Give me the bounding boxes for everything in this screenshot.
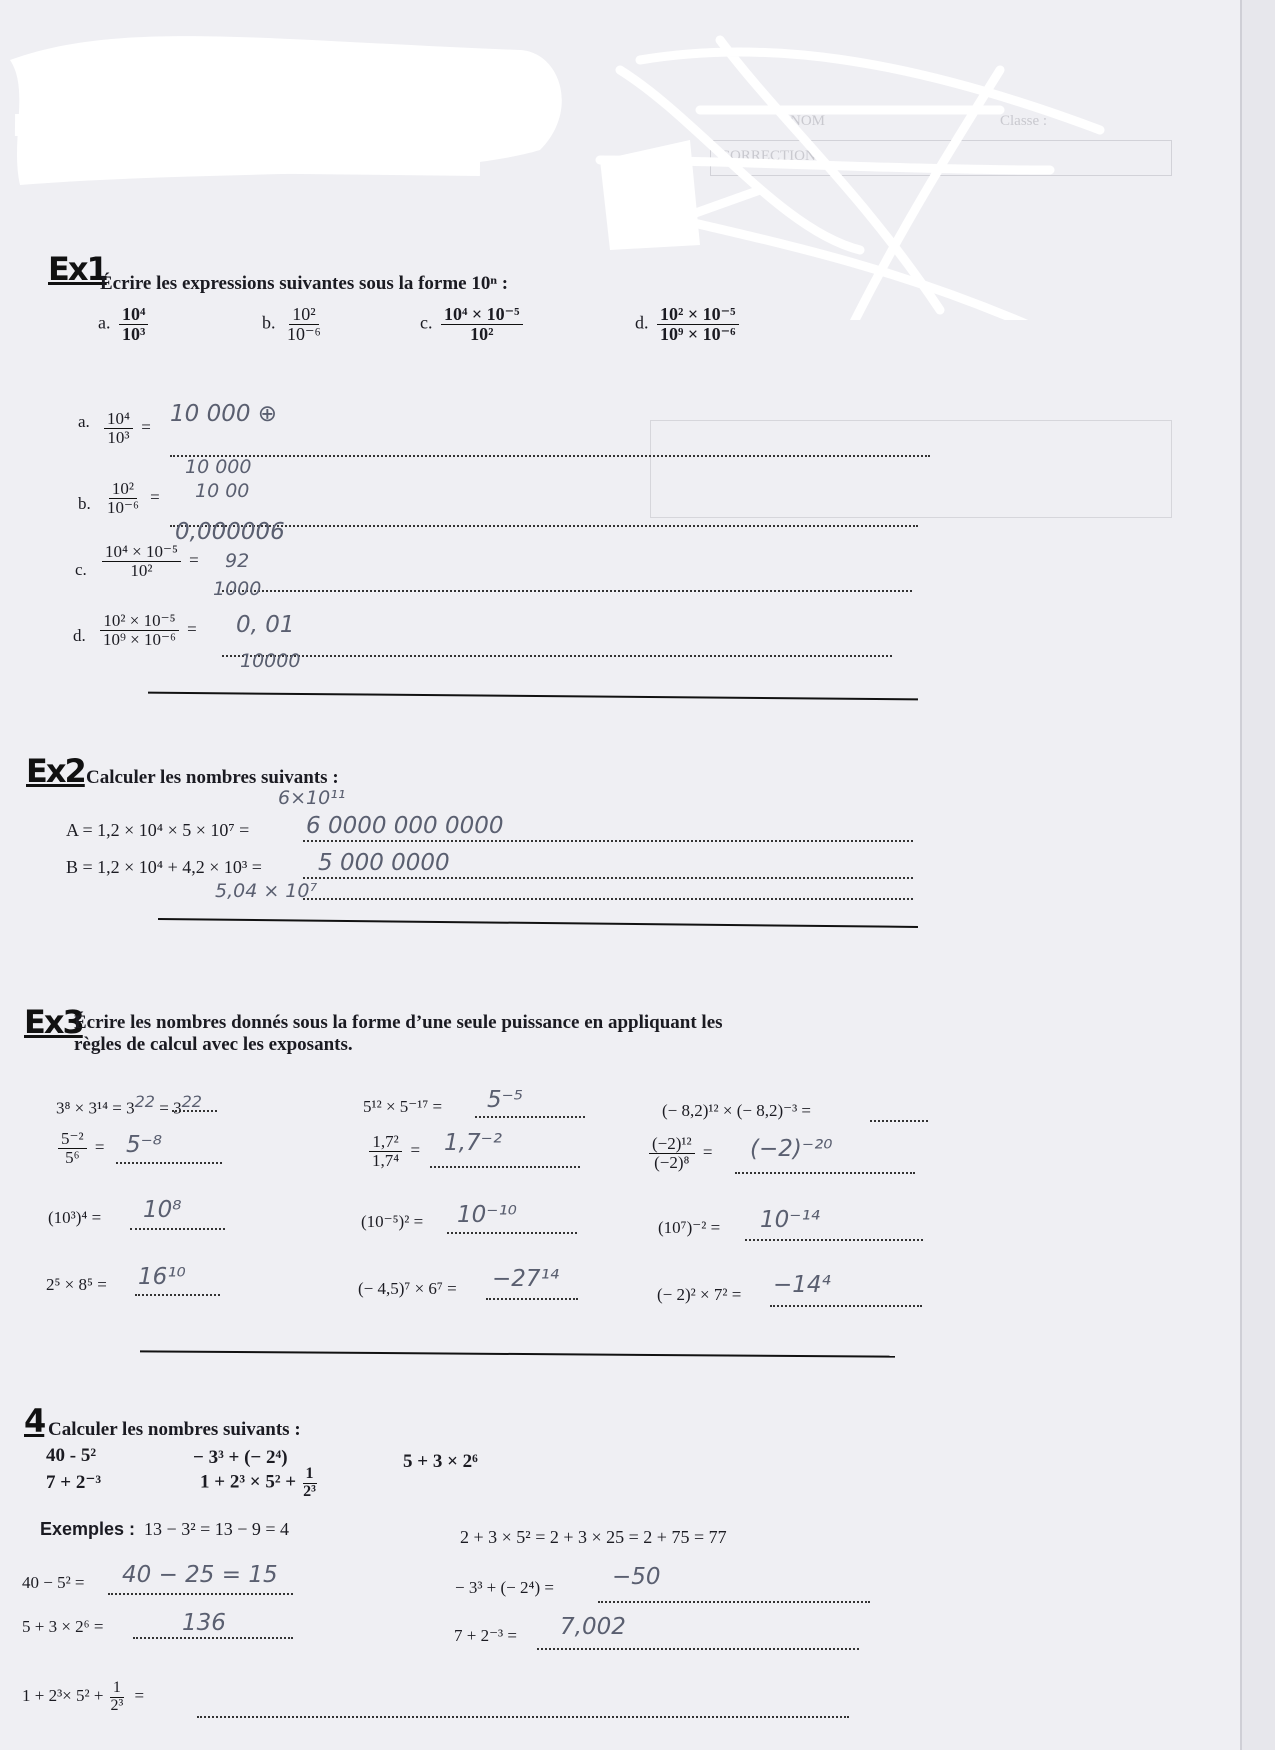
ex4-q1-line[interactable]	[108, 1593, 293, 1595]
ex3-r2c2-line[interactable]	[430, 1166, 580, 1168]
ex2-B-note: 5,04 × 10⁷	[215, 880, 318, 902]
redaction-scribble	[0, 0, 1240, 320]
ex1-item-c	[420, 305, 527, 344]
ex1-c-den: 10²	[130, 560, 153, 580]
ex4-q5-num: 1	[110, 1680, 124, 1698]
ex2-B-line[interactable]	[303, 877, 913, 879]
ex4-list-e-left: 1 + 2³ × 5² +	[200, 1471, 297, 1493]
ex3-r1c3-expr: (− 8,2)¹² × (− 8,2)⁻³ =	[662, 1101, 812, 1120]
ex2-A-note: 6×10¹¹	[278, 787, 346, 809]
ex1-answer-d-label: d.	[73, 626, 86, 645]
ghost-nom: NOM	[790, 113, 826, 129]
ex1-answer-d-frac: $\frac{\text{10² × 10⁻⁵}}{\text{10⁹ × 10⁻⁶}}$ =	[96, 612, 197, 649]
ex4-examples	[40, 1519, 289, 1540]
ex3-r2c1-answer: 5⁻⁸	[126, 1132, 162, 1158]
ex4-title: Calculer les nombres suivants :	[48, 1419, 301, 1440]
ex1-d-den: 10⁹ × 10⁻⁶	[103, 629, 176, 649]
ex1-item-d-num: 10² × 10⁻⁵	[657, 305, 739, 325]
ex3-r3c1-answer: 10⁸	[143, 1197, 182, 1223]
ex3-r1c2-answer: 5⁻⁵	[487, 1087, 523, 1113]
ghost-table	[650, 420, 1172, 518]
ex2-B-expr: B = 1,2 × 10⁴ + 4,2 × 10³ =	[66, 857, 262, 877]
ex3-r2c3-den: (−2)⁸	[654, 1152, 690, 1172]
ex1-answer-a-line[interactable]	[170, 455, 930, 457]
ex4-q5-den: 2³	[110, 1696, 124, 1714]
ex4-q3-answer: 136	[182, 1610, 226, 1636]
ghost-classe: Classe :	[1000, 113, 1048, 129]
ex4-q2-line[interactable]	[598, 1601, 870, 1603]
ex4-q3-line[interactable]	[133, 1637, 293, 1639]
ex1-answer-d-hw: 0, 01	[236, 612, 295, 638]
ex4-list-d: 7 + 2⁻³	[46, 1472, 102, 1493]
ex4-list-e-den: 2³	[303, 1482, 316, 1500]
ex4-example1: 13 − 3² = 13 − 9 = 4	[144, 1519, 290, 1539]
ex2-separator	[158, 918, 918, 928]
ex3-r2c3: $\frac{\text{(−2)¹²}}{\text{(−2)⁸}}$ =	[645, 1135, 712, 1172]
ex4-q5-left: 1 + 2³× 5² +	[22, 1686, 104, 1706]
ex1-item-c-den: 10²	[470, 323, 494, 344]
ex1-item-c-letter: c.	[420, 312, 433, 333]
ex4-list-e	[200, 1466, 323, 1501]
ex4-q2-expr: − 3³ + (− 2⁴) =	[455, 1578, 554, 1597]
ex4-q5-eq: =	[134, 1686, 145, 1706]
ex1-d-num: 10² × 10⁻⁵	[100, 612, 178, 631]
ex1-item-a-letter: a.	[98, 312, 111, 333]
ex1-item-d-letter: d.	[635, 312, 649, 333]
ex3-r3c3-expr: (10⁷)⁻² =	[658, 1218, 721, 1237]
ex3-r2c2-answer: 1,7⁻²	[444, 1130, 502, 1156]
ex1-item-d	[635, 305, 743, 344]
ex3-r1c1-line[interactable]	[172, 1110, 217, 1112]
ex1-item-a	[98, 305, 152, 344]
ex3-title-line1: Écrire les nombres donnés sous la forme d’une seule puissance en appliquant les	[74, 1012, 723, 1033]
ex1-answer-a-label: a.	[78, 412, 90, 431]
ex4-q4-expr: 7 + 2⁻³ =	[454, 1626, 517, 1645]
ex1-item-a-num: 10⁴	[119, 305, 148, 325]
ex1-answer-b-hw: 10 00	[195, 480, 250, 502]
ex3-r2c1-line[interactable]	[116, 1162, 222, 1164]
ex1-item-b-letter: b.	[262, 312, 276, 333]
ex1-answer-c-hw: 92	[225, 550, 250, 572]
ex3-r1c1-mid: = 3	[159, 1098, 182, 1118]
ex2-B-answer: 5 000 0000	[318, 850, 450, 876]
ex3-r2c3-line[interactable]	[735, 1172, 915, 1174]
ex3-r3c2-line[interactable]	[447, 1232, 577, 1234]
ex3-r2c2: $\frac{\text{1,7²}}{\text{1,7⁴}}$ =	[365, 1133, 420, 1170]
ex4-list-c: 5 + 3 × 2⁶	[403, 1451, 478, 1472]
ex4-list-e-num: 1	[303, 1466, 317, 1484]
ex4-q2-answer: −50	[612, 1564, 661, 1590]
ex3-r4c2-answer: −27¹⁴	[492, 1266, 559, 1292]
ex3-r1c1-answer: 22	[181, 1092, 202, 1111]
ex3-r1c2-expr: 5¹² × 5⁻¹⁷ =	[363, 1097, 443, 1116]
ex3-r4c1-answer: 16¹⁰	[138, 1264, 186, 1290]
ex4-q1-answer: 40 − 25 = 15	[122, 1562, 278, 1588]
ex1-item-c-num: 10⁴ × 10⁻⁵	[441, 305, 523, 325]
ex1-item-d-den: 10⁹ × 10⁻⁶	[660, 323, 736, 344]
ex3-r2c3-answer: (−2)⁻²⁰	[750, 1136, 833, 1162]
ex4-q3-expr: 5 + 3 × 2⁶ =	[22, 1617, 104, 1636]
ex3-r3c2-expr: (10⁻⁵)² =	[361, 1212, 424, 1231]
ex3-r2c2-den: 1,7⁴	[372, 1150, 400, 1170]
ex2-A-expr: A = 1,2 × 10⁴ × 5 × 10⁷ =	[66, 820, 250, 840]
ghost-correction: CORRECTION	[720, 148, 816, 164]
ex1-item-b-den: 10⁻⁶	[287, 323, 321, 344]
ex3-r1c1	[56, 1092, 202, 1119]
ex1-answer-a-hw: 10 000 ⊕	[170, 401, 278, 427]
ex1-a-den: 10³	[107, 427, 130, 447]
ex1-answer-b-hw2: 0,000006	[175, 519, 285, 545]
ex2-title: Calculer les nombres suivants :	[86, 767, 339, 788]
ex1-c-num: 10⁴ × 10⁻⁵	[102, 543, 181, 562]
ex3-r4c2-expr: (− 4,5)⁷ × 6⁷ =	[358, 1279, 457, 1298]
ex3-r3c3-answer: 10⁻¹⁴	[760, 1207, 820, 1233]
ex1-answer-a-frac: $\frac{\text{10⁴}}{\text{10³}}$ =	[100, 410, 151, 447]
ex1-item-a-den: 10³	[122, 323, 146, 344]
ex3-r4c1-expr: 2⁵ × 8⁵ =	[46, 1275, 107, 1294]
ex3-r2c1-den: 5⁶	[65, 1147, 80, 1167]
ex3-r1c3-line[interactable]	[870, 1120, 928, 1122]
ex3-r4c3-expr: (− 2)² × 7² =	[657, 1285, 742, 1304]
ex1-item-b	[262, 305, 328, 344]
ex2-tag: Ex2	[26, 752, 85, 790]
ex3-r1c1-expr: 3⁸ × 3¹⁴ = 3	[56, 1098, 135, 1118]
ex3-r3c3-line[interactable]	[745, 1239, 923, 1241]
ex4-q1-expr: 40 − 5² =	[22, 1573, 85, 1592]
ex4-list-b: − 3³ + (− 2⁴)	[193, 1447, 288, 1468]
ex2-A-answer: 6 0000 000 0000	[306, 813, 504, 839]
ex3-separator	[140, 1350, 895, 1357]
ex1-a-num: 10⁴	[104, 410, 133, 429]
ex3-r2c1-num: 5⁻²	[58, 1130, 87, 1149]
ex1-b-num: 10²	[109, 480, 137, 499]
ex3-r1c2-line[interactable]	[475, 1116, 585, 1118]
ex3-r2c1: $\frac{\text{5⁻²}}{\text{5⁶}}$ =	[54, 1130, 104, 1167]
ex1-answer-c-frac: $\frac{\text{10⁴ × 10⁻⁵}}{\text{10²}}$ =	[98, 543, 199, 580]
ex3-r3c2-answer: 10⁻¹⁰	[457, 1202, 517, 1228]
ex1-tag: Ex1	[48, 250, 107, 288]
ex4-examples-label: Exemples :	[40, 1519, 136, 1539]
ex4-tag: 4	[24, 1402, 45, 1440]
ex4-q5	[22, 1680, 144, 1715]
ex3-r4c3-answer: −14⁴	[773, 1272, 831, 1298]
ex2-B-line2[interactable]	[303, 898, 913, 900]
ex1-answer-c-hw2: 1000	[213, 578, 262, 600]
ex3-tag: Ex3	[24, 1003, 83, 1041]
ex1-answer-b-frac: $\frac{\text{10²}}{\text{10⁻⁶}}$ =	[100, 480, 160, 517]
ex3-r4c1-line[interactable]	[135, 1294, 220, 1296]
ex2-A-line[interactable]	[303, 840, 913, 842]
ex3-r4c3-line[interactable]	[770, 1305, 922, 1307]
ex3-title-line2: règles de calcul avec les exposants.	[74, 1034, 353, 1055]
ex1-answer-c-label: c.	[75, 560, 87, 579]
ex3-r1c1-exp: 22	[134, 1092, 155, 1111]
ex1-separator	[148, 692, 918, 701]
ex3-r2c2-num: 1,7²	[369, 1133, 401, 1152]
ex1-answer-a-hw2: 10 000	[185, 456, 252, 478]
ex4-list-a: 40 - 5²	[46, 1445, 97, 1466]
ex1-answer-b-label: b.	[78, 494, 91, 513]
ex4-q4-answer: 7,002	[560, 1614, 626, 1640]
ex1-title: Écrire les expressions suivantes sous la forme 10ⁿ :	[100, 273, 509, 294]
ex1-b-den: 10⁻⁶	[107, 497, 139, 517]
ex4-q5-line[interactable]	[197, 1716, 849, 1718]
ex3-r4c2-line[interactable]	[486, 1298, 578, 1300]
ex4-q4-line[interactable]	[537, 1648, 859, 1650]
ex3-r3c1-expr: (10³)⁴ =	[48, 1208, 102, 1227]
ex3-r2c3-num: (−2)¹²	[649, 1135, 695, 1154]
ex1-answer-d-line[interactable]	[222, 655, 892, 657]
ex1-item-b-num: 10²	[289, 305, 318, 325]
ex4-example2: 2 + 3 × 5² = 2 + 3 × 25 = 2 + 75 = 77	[460, 1527, 727, 1547]
ex3-r3c1-line[interactable]	[130, 1228, 225, 1230]
ex1-answer-c-line[interactable]	[222, 590, 912, 592]
ex1-answer-d-hw2: 10000	[240, 650, 301, 672]
